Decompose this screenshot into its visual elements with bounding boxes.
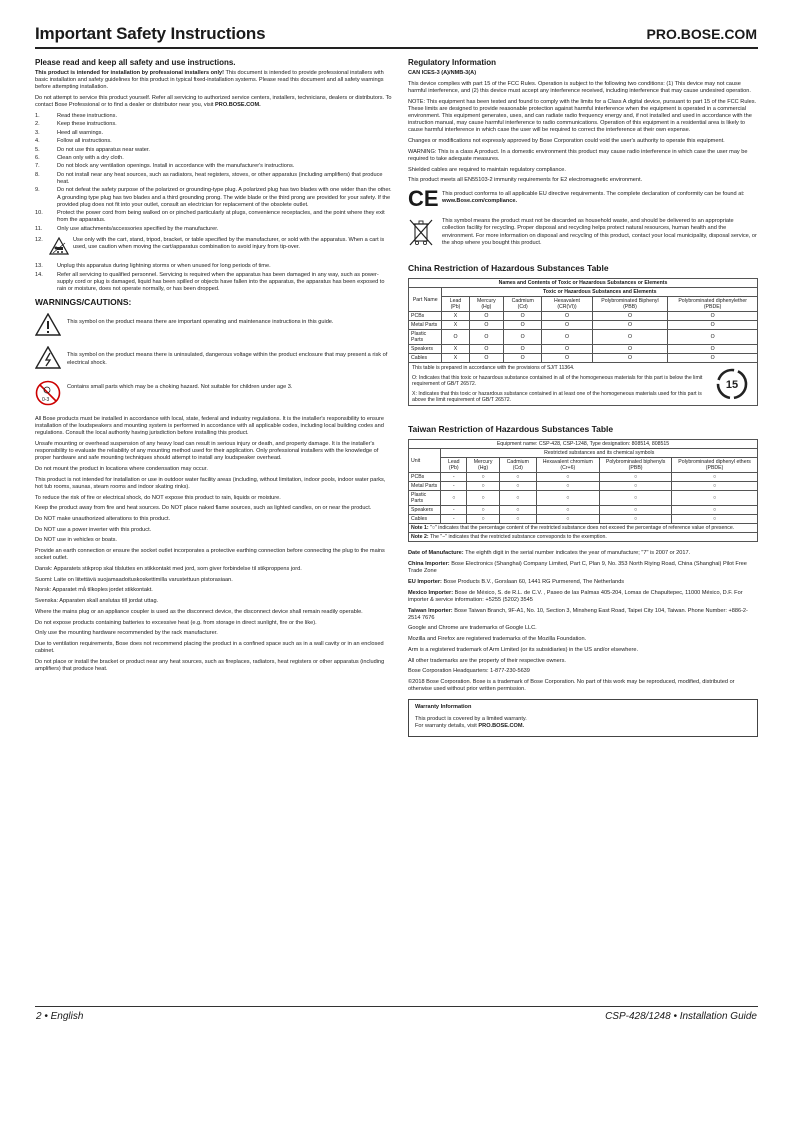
table-row: Cables X O O O O O bbox=[409, 354, 758, 363]
list-item: 11. Only use attachments/accessories specified by the manufacturer. bbox=[35, 225, 219, 232]
paragraph: Svenska: Apparaten skall anslutas till jordat uttag. bbox=[35, 598, 159, 605]
column-header: Hexavalent chromium (Cr+6) bbox=[536, 458, 600, 473]
footer-guide-title: CSP-428/1248 • Installation Guide bbox=[605, 1011, 757, 1022]
paragraph: Bose Corporation Headquarters: 1-877-230-5639 bbox=[408, 668, 530, 675]
table-cell: ○ bbox=[600, 482, 672, 491]
regulatory-paragraphs bbox=[408, 81, 758, 185]
table-cell: ○ bbox=[672, 491, 758, 506]
china-table-notes: This table is prepared in accordance with the provisions of SJ/T 11364. O: Indicates that this toxic or hazardous substance contained in all of the homogeneous materials for this part is below the limit requirement of GB/T 26572. X: Indicates that this toxic or hazardous substance contained in at least one of the homogeneous materials used for this part is above the limit requirement of GB/T 26572. 15 bbox=[408, 363, 758, 406]
table-cell: O bbox=[542, 354, 593, 363]
paragraph: Unsafe mounting or overhead suspension of any heavy load can result in serious injury or death, and property damage. It is the installer's responsibility to evaluate the reliability of any mounting method used for their application. Only professional installers with the knowledge of proper hardware and safe mounting techniques should attempt to install any loudspeaker overhead. bbox=[35, 440, 379, 462]
paragraph: ©2018 Bose Corporation. Bose is a trademark of Bose Corporation. No part of this work may be reproduced, modified, distributed or otherwise used without prior written permission. bbox=[408, 678, 735, 693]
table-cell: ○ bbox=[500, 491, 536, 506]
table-cell: X bbox=[442, 354, 469, 363]
table-cell: O bbox=[469, 312, 504, 321]
paragraph: Provide an earth connection or ensure the socket outlet incorporates a protective earthing connection before connecting the plug to the mains socket outlet. bbox=[35, 548, 385, 562]
paragraph: Due to ventilation requirements, Bose does not recommend placing the product in a confined space such as in a wall cavity or in an enclosed cabinet. bbox=[35, 640, 384, 655]
cart-warning-icon bbox=[49, 237, 69, 258]
table-cell: ○ bbox=[600, 515, 672, 524]
table-cell: O bbox=[469, 330, 504, 345]
intro-paragraph: This product is intended for installation by professional installers only! This document is intended to provide professional installers with basic installation and safety guidelines for this product in typical fixed-installation systems. Please read this document and all safety warnings before attempting installation. bbox=[35, 70, 384, 91]
table-cell: O bbox=[542, 345, 593, 354]
table-cell: X bbox=[442, 321, 469, 330]
table-cell: ○ bbox=[500, 506, 536, 515]
table-cell: O bbox=[668, 345, 758, 354]
list-item: 4. Follow all instructions. bbox=[35, 138, 112, 145]
table-cell: O bbox=[504, 345, 542, 354]
china-rohs-heading: China Restriction of Hazardous Substances Table bbox=[408, 263, 609, 274]
service-paragraph: Do not attempt to service this product yourself. Refer all servicing to authorized service centers, installers, technicians, dealers or distributors. To contact Bose Professional or to find a dealer or distributor near you, visit PRO.BOSE.COM. bbox=[35, 95, 392, 109]
table-cell: ○ bbox=[672, 515, 758, 524]
table-cell: ○ bbox=[536, 491, 600, 506]
table-cell: ○ bbox=[467, 506, 500, 515]
paragraph: All other trademarks are the property of their respective owners. bbox=[408, 657, 566, 664]
china-rohs-table: Names and Contents of Toxic or Hazardous Substances or Elements Part Name Toxic or Hazardous Substances and Elements Lead (Pb) Mercury (Hg) Cadmium (Cd) Hexavalent (CR(VI)) Polybrominated Biphenyl (PBB) Polybrominated diphenylether (PBDE) PCBs X O O O O O Metal Parts X O O O O O Plastic Parts O O O O O O Speakers X O O O O O Cables X O O O O O bbox=[408, 278, 758, 363]
table-cell: - bbox=[441, 473, 467, 482]
exclamation-triangle-icon bbox=[35, 313, 61, 339]
table-row: Cables - ○ ○ ○ ○ ○ bbox=[409, 515, 758, 524]
list-item: 2. Keep these instructions. bbox=[35, 121, 117, 128]
table-cell: - bbox=[441, 515, 467, 524]
list-item: 7. Do not block any ventilation openings. Install in accordance with the manufacturer's instructions. bbox=[35, 163, 295, 170]
paragraph: Changes or modifications not expressly approved by Bose Corporation could void the user's authority to operate this equipment. bbox=[408, 138, 725, 145]
regulatory-heading: Regulatory Information bbox=[408, 58, 497, 67]
column-header: Mercury (Hg) bbox=[467, 458, 500, 473]
list-item: 9. Do not defeat the safety purpose of the polarized or grounding-type plug. A polarized plug has two blades with one wider than the other. A grounding type plug has two blades and a third grounding prong. The wide blade or the third prong are provided for your safety. If the provided plug does not fit into your outlet, consult an electrician for replacement of the obsolete outlet. bbox=[35, 187, 392, 208]
table-cell: - bbox=[441, 482, 467, 491]
paragraph: This product is not intended for installation or use in outdoor water facility areas (including, without limitation, indoor pools, indoor water parks, hot tub rooms, saunas, steam rooms and indoor skating rinks). bbox=[35, 476, 386, 490]
warning-row-instructions: This symbol on the product means there are important operating and maintenance instructions in this guide. bbox=[35, 313, 392, 339]
table-row: Metal Parts X O O O O O bbox=[409, 321, 758, 330]
list-item: 6. Clean only with a dry cloth. bbox=[35, 154, 124, 161]
paragraph: Do NOT use a power inverter with this product. bbox=[35, 526, 152, 533]
table-cell: O bbox=[504, 312, 542, 321]
table-cell: - bbox=[441, 506, 467, 515]
table-cell: O bbox=[668, 321, 758, 330]
table-cell: O bbox=[592, 312, 668, 321]
table-cell: ○ bbox=[467, 491, 500, 506]
list-item: 13. Unplug this apparatus during lightning storms or when unused for long periods of time. bbox=[35, 263, 271, 270]
header-divider bbox=[35, 47, 758, 49]
table-cell: X bbox=[442, 312, 469, 321]
paragraph: Do not expose products containing batteries to excessive heat (e.g. from storage in direct sunlight, fire or the like). bbox=[35, 619, 317, 626]
table-cell: ○ bbox=[467, 515, 500, 524]
column-header: Lead (Pb) bbox=[442, 297, 469, 312]
instructions-list-continued bbox=[35, 263, 392, 293]
paragraph: WARNING: This is a class A product. In a domestic environment this product may cause radio interference in which case the user may be required to take adequate measures. bbox=[408, 148, 748, 163]
table-cell: ○ bbox=[600, 473, 672, 482]
list-item-12: 12. Use only with the cart, stand, tripod, bracket, or table specified by the manufacturer, or sold with the apparatus. When a cart is used, use caution when moving the cart/apparatus combination to avoid injury from tip-over. bbox=[35, 237, 392, 258]
header-url[interactable]: PRO.BOSE.COM bbox=[646, 26, 757, 42]
paragraph: Norsk: Apparatet må tilkoples jordet stikkontakt. bbox=[35, 587, 153, 594]
table-cell: ○ bbox=[536, 473, 600, 482]
safety-paragraphs bbox=[35, 416, 392, 673]
paragraph: NOTE: This equipment has been tested and found to comply with the limits for a Class A digital device, pursuant to part 15 of the FCC Rules. These limits are designed to provide reasonable protection against harmful interference when the equipment is operated in a commercial environment. This equipment generates, uses, and can radiate radio frequency energy and, if not installed and used in accordance with the instruction manual, may cause harmful interference to radio communications. Operation of this equipment in a residential area is likely to cause harmful interference in which case the user will be required to correct the interference at their own expense. bbox=[408, 98, 757, 134]
weee-row: This symbol means the product must not be discarded as household waste, and should be delivered to an appropriate collection facility for recycling. Proper disposal and recycling helps protect natural resources, human health and the environment. For more information on disposal and recycling of this product, contact your local municipality, disposal service, or the shop where you bought this product. bbox=[408, 218, 758, 251]
table-cell: O bbox=[504, 321, 542, 330]
warranty-box: Warranty Information This product is covered by a limited warranty. For warranty details, visit PRO.BOSE.COM. bbox=[408, 699, 758, 737]
table-cell: O bbox=[592, 345, 668, 354]
paragraph: Do not mount the product in locations where condensation may occur. bbox=[35, 465, 208, 472]
table-cell: ○ bbox=[536, 482, 600, 491]
table-cell: ○ bbox=[467, 473, 500, 482]
table-cell: O bbox=[668, 330, 758, 345]
paragraph: Keep the product away from fire and heat sources. Do NOT place naked flame sources, such as lighted candles, on or near the product. bbox=[35, 505, 372, 512]
paragraph: Google and Chrome are trademarks of Google LLC. bbox=[408, 625, 537, 632]
paragraph: Only use the mounting hardware recommended by the rack manufacturer. bbox=[35, 630, 218, 637]
table-cell: ○ bbox=[672, 473, 758, 482]
taiwan-rohs-table: Equipment name: CSP-428, CSP-1248, Type designation: 808514, 808515 Unit Restricted substances and its chemical symbols Lead (Pb) Mercury (Hg) Cadmium (Cd) Hexavalent chromium (Cr+6) Polybrominated biphenyls (PBB) Polybrominated diphenyl ethers (PBDE) PCBs - ○ ○ ○ ○ ○ Metal Parts - ○ ○ ○ ○ ○ Plastic Parts ○ ○ ○ ○ ○ ○ Speakers - ○ ○ ○ ○ ○ Cables - ○ ○ ○ ○ ○ Note 1: "○" indicates that the percentage content of the restricted substance does not exceed the percentage of reference value of presence. Note 2: The "−" indicates that the restricted substance corresponds to the exemption. bbox=[408, 439, 758, 542]
table-cell: O bbox=[469, 321, 504, 330]
warning-row-small-parts: 0-3 Contains small parts which may be a choking hazard. Not suitable for children under age 3. bbox=[35, 380, 392, 409]
warning-row-voltage: This symbol on the product means there is uninsulated, dangerous voltage within the product enclosure that may present a risk of electrical shock. bbox=[35, 346, 392, 372]
svg-text:0-3: 0-3 bbox=[42, 396, 50, 403]
table-cell: O bbox=[542, 312, 593, 321]
column-header: Polybrominated Biphenyl (PBB) bbox=[592, 297, 668, 312]
epup-15-icon bbox=[710, 365, 754, 403]
table-cell: O bbox=[469, 354, 504, 363]
table-cell: O bbox=[542, 330, 593, 345]
warnings-heading: WARNINGS/CAUTIONS: bbox=[35, 297, 132, 308]
left-column bbox=[35, 58, 392, 677]
warranty-title: Warranty Information bbox=[415, 704, 472, 711]
warranty-link[interactable]: PRO.BOSE.COM. bbox=[478, 722, 525, 729]
paragraph: Arm is a registered trademark of Arm Limited (or its subsidiaries) in the US and/or elsewhere. bbox=[408, 646, 639, 653]
list-item: 3. Heed all warnings. bbox=[35, 129, 104, 136]
right-column bbox=[408, 58, 758, 737]
table-cell: ○ bbox=[500, 482, 536, 491]
table-cell: O bbox=[442, 330, 469, 345]
table-cell: ○ bbox=[467, 482, 500, 491]
table-cell: O bbox=[542, 321, 593, 330]
paragraph: Do not place or install the bracket or product near any heat sources, such as fireplaces, radiators, heat registers or other apparatus (including amplifiers) that produce heat. bbox=[35, 658, 385, 673]
svg-text:15: 15 bbox=[725, 379, 739, 392]
list-item: 10. Protect the power cord from being walked on or pinched particularly at plugs, convenience receptacles, and the point where they exit from the apparatus. bbox=[35, 210, 385, 224]
table-cell: O bbox=[668, 354, 758, 363]
ce-row: CE This product conforms to all applicable EU directive requirements. The complete declaration of conformity can be found at: www.Bose.com/compliance. bbox=[408, 186, 745, 212]
table-row: PCBs X O O O O O bbox=[409, 312, 758, 321]
table-cell: ○ bbox=[600, 506, 672, 515]
paragraph: To reduce the risk of fire or electrical shock, do NOT expose this product to rain, liquids or moisture. bbox=[35, 494, 281, 501]
paragraph: Suomi: Laite on liitettävä suojamaadoituskoskettimilla varustettuun pistorasiaan. bbox=[35, 576, 233, 583]
paragraph: Do NOT use in vehicles or boats. bbox=[35, 537, 117, 544]
list-item: 8. Do not install near any heat sources, such as radiators, heat registers, stoves, or other apparatus (including amplifiers) that produce heat. bbox=[35, 171, 383, 185]
footer-page-number: 2 • English bbox=[36, 1011, 84, 1022]
table-row: Plastic Parts O O O O O O bbox=[409, 330, 758, 345]
column-header: Cadmium (Cd) bbox=[504, 297, 542, 312]
paragraph: This device complies with part 15 of the FCC Rules. Operation is subject to the following two conditions: (1) This device may not cause harmful interference, and (2) this device must accept any interference received, including interference that may cause undesired operation. bbox=[408, 80, 751, 94]
instructions-list bbox=[35, 113, 392, 233]
table-cell: ○ bbox=[500, 515, 536, 524]
table-cell: ○ bbox=[500, 473, 536, 482]
paragraph: Do NOT make unauthorized alterations to this product. bbox=[35, 515, 171, 522]
table-cell: O bbox=[592, 354, 668, 363]
choking-hazard-icon bbox=[35, 380, 61, 409]
table-row: Plastic Parts ○ ○ ○ ○ ○ ○ bbox=[409, 491, 758, 506]
table-row: Metal Parts - ○ ○ ○ ○ ○ bbox=[409, 482, 758, 491]
table-cell: ○ bbox=[672, 482, 758, 491]
table-cell: O bbox=[668, 312, 758, 321]
table-cell: ○ bbox=[536, 515, 600, 524]
table-cell: O bbox=[469, 345, 504, 354]
column-header: Polybrominated biphenyls (PBB) bbox=[600, 458, 672, 473]
column-header: Mercury (Hg) bbox=[469, 297, 504, 312]
compliance-link[interactable]: www.Bose.com/compliance. bbox=[442, 198, 518, 205]
service-link[interactable]: PRO.BOSE.COM. bbox=[215, 102, 261, 109]
page-title: Important Safety Instructions bbox=[35, 24, 266, 43]
table-cell: O bbox=[504, 354, 542, 363]
paragraph: All Bose products must be installed in accordance with local, state, federal and industry regulations. It is the installer's responsibility to ensure installation of the loudspeakers and mounting system is performed in accordance with all applicable codes, including local building codes and regulations. Consult the local authority having jurisdiction before installing this product. bbox=[35, 415, 384, 437]
table-row: PCBs - ○ ○ ○ ○ ○ bbox=[409, 473, 758, 482]
table-row: Speakers X O O O O O bbox=[409, 345, 758, 354]
paragraph: Where the mains plug or an appliance coupler is used as the disconnect device, the disconnect device shall remain readily operable. bbox=[35, 608, 363, 615]
column-header: Hexavalent (CR(VI)) bbox=[542, 297, 593, 312]
trademark-paragraphs bbox=[408, 625, 758, 693]
table-cell: O bbox=[504, 330, 542, 345]
table-cell: O bbox=[592, 321, 668, 330]
safety-heading: Please read and keep all safety and use instructions. bbox=[35, 58, 236, 67]
paragraph: Dansk: Apparatets stikprop skal tilsluttes en stikkontakt med jord, som giver forbindelse til stikproppens jord. bbox=[35, 566, 302, 572]
column-header: Cadmium (Cd) bbox=[500, 458, 536, 473]
column-header: Polybrominated diphenyl ethers (PBDE) bbox=[672, 458, 758, 473]
crossed-bin-icon bbox=[408, 218, 442, 251]
table-cell: ○ bbox=[672, 506, 758, 515]
paragraph: Mozilla and Firefox are registered trademarks of the Mozilla Foundation. bbox=[408, 636, 587, 643]
importer-info: Date of Manufacture: The eighth digit in the serial number indicates the year of manufacture; "7" is 2007 or 2017. China Importer: Bose Electronics (Shanghai) Company Limited, Part C, Plan 9, No. 353 North Riying Road, China (Shanghai) Pilot Free Trade Zone EU Importer: Bose Products B.V., Gorslaan 60, 1441 RG Purmerend, The Netherlands Mexico Importer: Bose de México, S. de R.L. de C.V. , Paseo de las Palmas 405-204, Lomas de Chapultepec, 11000 México, D.F. For importer & service information: +5255 (5202) 3545 Taiwan Importer: Bose Taiwan Branch, 9F-A1, No. 10, Section 3, Minsheng East Road, Taipei City 104, Taiwan. Phone Number: +886-2-2514 7676 bbox=[408, 550, 748, 621]
footer-divider bbox=[35, 1006, 758, 1007]
table-cell: O bbox=[592, 330, 668, 345]
list-item: 5. Do not use this apparatus near water. bbox=[35, 146, 150, 153]
column-header: Lead (Pb) bbox=[441, 458, 467, 473]
list-item: 14. Refer all servicing to qualified personnel. Servicing is required when the apparatus has been damaged in any way, such as power-supply cord or plug is damaged, liquid has been spilled or objects have fallen into the apparatus, the apparatus has been exposed to rain or moisture, does not operate normally, or has been dropped. bbox=[35, 271, 385, 292]
paragraph: Shielded cables are required to maintain regulatory compliance. bbox=[408, 166, 566, 173]
table-cell: X bbox=[442, 345, 469, 354]
table-row: Speakers - ○ ○ ○ ○ ○ bbox=[409, 506, 758, 515]
paragraph: This product meets all EN55103-2 immunity requirements for E2 electromagnetic environment. bbox=[408, 177, 643, 184]
list-item: 1. Read these instructions. bbox=[35, 113, 118, 120]
table-cell: ○ bbox=[441, 491, 467, 506]
taiwan-rohs-heading: Taiwan Restriction of Hazardous Substances Table bbox=[408, 424, 614, 435]
regulatory-code: CAN ICES-3 (A)/NMB-3(A) bbox=[408, 70, 477, 76]
lightning-triangle-icon bbox=[35, 346, 61, 372]
table-cell: ○ bbox=[600, 491, 672, 506]
column-header: Polybrominated diphenylether (PBDE) bbox=[668, 297, 758, 312]
table-cell: ○ bbox=[536, 506, 600, 515]
ce-mark-icon: CE bbox=[408, 186, 439, 212]
